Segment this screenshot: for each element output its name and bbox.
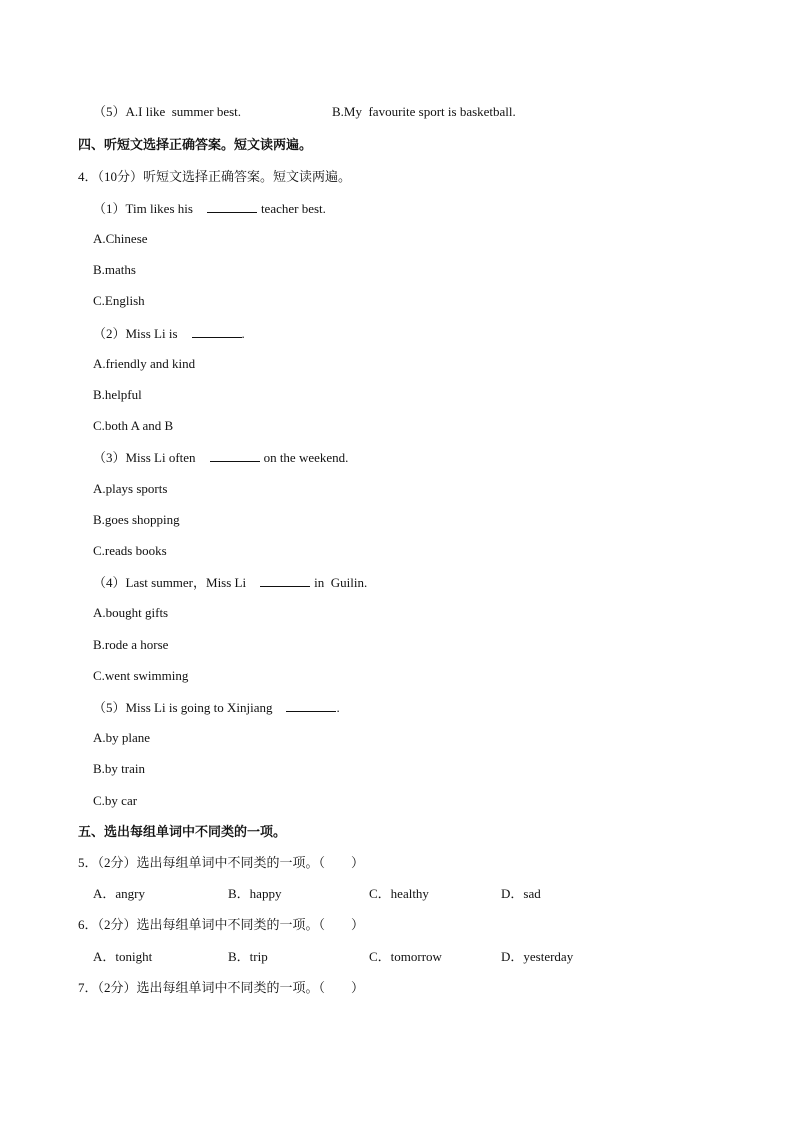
q4-item4-option-a: A.bought gifts	[93, 605, 169, 620]
q4-item2-stem-before: （2）Miss Li is	[93, 326, 178, 341]
q4-item4-stem	[93, 574, 367, 591]
q4-item4-stem-after: in Guilin.	[314, 575, 368, 590]
q4-item4-option-c: C.went swimming	[93, 668, 189, 683]
section5-heading: 五、选出每组单词中不同类的一项。	[78, 824, 287, 839]
q6-option-b: B．trip	[228, 949, 268, 964]
q4-item1-option-c: C.English	[93, 293, 145, 308]
q4-item3-option-b: B.goes shopping	[93, 512, 180, 527]
answer-blank	[207, 200, 257, 213]
answer-blank	[286, 699, 336, 712]
answer-blank	[260, 574, 310, 587]
q4-item5-stem-before: （5）Miss Li is going to Xinjiang	[93, 700, 273, 715]
q4-item5-option-c: C.by car	[93, 793, 138, 808]
q4-item1-stem-after: teacher best.	[260, 201, 326, 216]
q4-item5-option-b: B.by train	[93, 761, 145, 776]
question-6-stem: 6．（2分）选出每组单词中不同类的一项。（ ）	[78, 917, 365, 932]
q4-item3-stem-before: （3）Miss Li often	[93, 450, 196, 465]
q6-option-a: A．tonight	[93, 949, 153, 964]
q4-item4-stem-before: （4）Last summer，Miss Li	[93, 575, 247, 590]
q4-item5-option-a: A.by plane	[93, 730, 151, 745]
q4-item3-option-c: C.reads books	[93, 543, 167, 558]
q4-item3-stem	[93, 449, 348, 466]
q5-option-d: D．sad	[501, 886, 541, 901]
q6-option-c: C．tomorrow	[369, 949, 442, 964]
section4-heading: 四、听短文选择正确答案。短文读两遍。	[78, 137, 313, 152]
q4-item1-stem-before: （1）Tim likes his	[93, 201, 193, 216]
q4-item1-option-b: B.maths	[93, 262, 136, 277]
q5-option-a: A．angry	[93, 886, 145, 901]
q4-item1-stem	[93, 200, 326, 217]
q4-item3-stem-after: on the weekend.	[263, 450, 349, 465]
q4-item5-stem	[93, 699, 340, 716]
q4-item2-stem-after: .	[241, 326, 245, 341]
q3-item5-option-b: B.My favourite sport is basketball.	[332, 104, 516, 119]
q4-item5-stem-after: .	[336, 700, 340, 715]
answer-blank	[192, 325, 242, 338]
q5-option-c: C．healthy	[369, 886, 429, 901]
q4-item2-option-c: C.both A and B	[93, 418, 174, 433]
q4-item2-option-a: A.friendly and kind	[93, 356, 196, 371]
q4-item4-option-b: B.rode a horse	[93, 637, 169, 652]
question-7-stem: 7．（2分）选出每组单词中不同类的一项。（ ）	[78, 980, 365, 995]
q5-option-b: B．happy	[228, 886, 282, 901]
q4-item2-option-b: B.helpful	[93, 387, 142, 402]
q4-item1-option-a: A.Chinese	[93, 231, 148, 246]
question-5-stem: 5．（2分）选出每组单词中不同类的一项。（ ）	[78, 855, 365, 870]
q6-option-d: D．yesterday	[501, 949, 574, 964]
q3-item5-option-a: （5）A.I like summer best.	[93, 104, 242, 119]
q4-item3-option-a: A.plays sports	[93, 481, 168, 496]
question-4-stem: 4．（10分）听短文选择正确答案。短文读两遍。	[78, 169, 352, 184]
q4-item2-stem	[93, 325, 245, 342]
answer-blank	[210, 449, 260, 462]
